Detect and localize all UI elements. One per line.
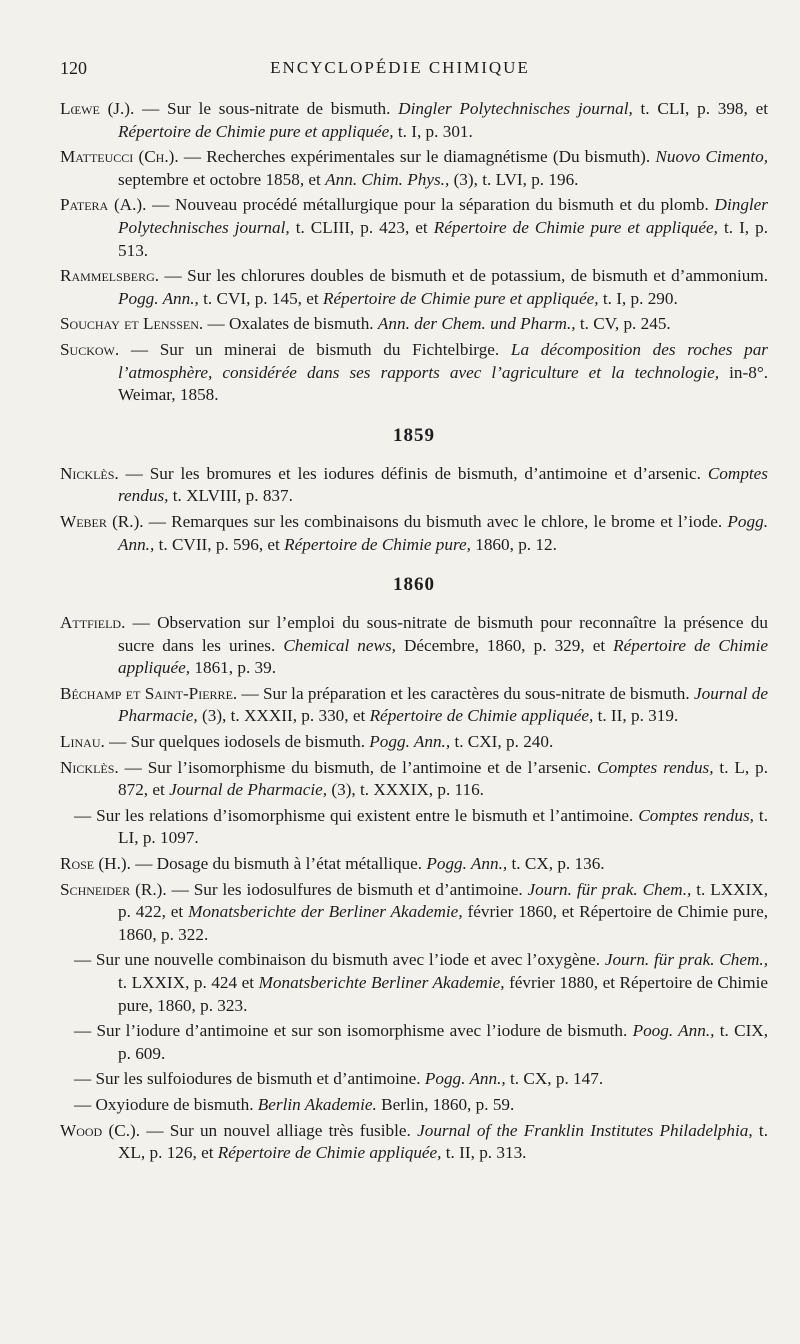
entry-text: — Sur les bromures et les iodures définis de bismuth, d’antimoine et d’arsenic. [118, 463, 708, 483]
entry-text: Décembre, 1860, p. 329, et [395, 635, 614, 655]
source-title: Dingler Polytechnisches journal, [398, 99, 633, 118]
entry-text: 1860, p. 12. [470, 534, 557, 554]
entry-text: — Sur les sulfoiodures de bismuth et d’antimoine. [74, 1069, 425, 1089]
entry-author: Weber (R.). [60, 511, 144, 531]
entry-text: — Sur l’isomorphisme du bismuth, de l’antimoine et de l’arsenic. [118, 757, 598, 777]
entry-text: — Sur un nouvel alliage très fusible. [140, 1120, 418, 1140]
entry-text: — Sur le sous-nitrate de bismuth. [134, 99, 399, 118]
entry-author: Matteucci (Ch.). [60, 147, 179, 167]
entry-author: Rose (H.). [60, 854, 131, 874]
entry-text: — Sur les relations d’isomorphisme qui existent entre le bismuth et l’antimoine. [74, 805, 639, 825]
entry-text: — Nouveau procédé métallurgique pour la séparation du bismuth et du plomb. [146, 195, 715, 215]
entry-text: — Sur la préparation et les caractères du sous-nitrate de bismuth. [237, 683, 694, 703]
year-heading-1859: 1859 [393, 424, 435, 446]
entry-text: t. CX, p. 136. [507, 854, 605, 874]
entry-text: t. CX, p. 147. [505, 1069, 604, 1089]
source-title: Journal de Pharmacie, [118, 683, 768, 726]
source-title: Dingler Polytechnisches journal, [118, 195, 768, 237]
entry-text: — Observation sur l’emploi du sous-nitrate de bismuth pour reconnaître la présence du sucre dans les urines. [118, 613, 768, 655]
bibliography-entry [60, 339, 768, 407]
bibliography-entry [60, 98, 768, 143]
entry-text: t. CVII, p. 596, et [154, 534, 285, 554]
entry-text: t. LXXIX, p. 424 et [118, 973, 259, 992]
entry-text: — Dosage du bismuth à l’état métallique. [130, 854, 427, 874]
source-title: Répertoire de Chimie appliquée, [118, 635, 768, 678]
bibliography-entry [60, 511, 768, 556]
entry-text: — Remarques sur les combinaisons du bismuth avec le chlore, le brome et l’iode. [143, 511, 728, 531]
entry-text: t. CVI, p. 145, et [198, 288, 323, 308]
entry-text: — Sur un minerai de bismuth du Fichtelbirge. [119, 339, 511, 359]
bibliography [60, 98, 768, 1168]
entry-text: t. I, p. 290. [598, 288, 678, 308]
entry-text: t. XLVIII, p. 837. [168, 486, 293, 506]
bibliography-entry [60, 1020, 768, 1065]
entry-text: t. CLI, p. 398, et [632, 99, 768, 118]
entry-text: (3), t. XXXIX, p. 116. [327, 780, 484, 800]
entry-author: Lœwe (J.). [60, 99, 135, 118]
source-title: Journal of the Franklin Institutes Philadelphia, [417, 1120, 753, 1140]
entry-author: Nicklès. [60, 757, 119, 777]
bibliography-entry [60, 757, 768, 802]
entry-text: — Oxalates de bismuth. [203, 314, 378, 334]
entry-text: t. I, p. 513. [118, 217, 769, 260]
source-title: Journ. für prak. Chem., [527, 879, 692, 899]
source-title: Ann. der Chem. und Pharm., [377, 314, 576, 334]
source-title: Répertoire de Chimie pure et appliquée, [118, 121, 394, 141]
source-title: Chemical news, [283, 635, 396, 655]
entry-author: Suckow. [60, 339, 120, 359]
source-title: Journ. für prak. Chem., [604, 950, 768, 970]
page-header [0, 58, 800, 86]
bibliography-entry [60, 683, 768, 728]
entry-text: Berlin, 1860, p. 59. [376, 1094, 515, 1114]
bibliography-entry [60, 1120, 768, 1165]
bibliography-entry [60, 265, 768, 310]
bibliography-entry [60, 612, 768, 680]
entry-text: (3), t. LVI, p. 196. [449, 169, 579, 189]
entry-text: t. L, p. 872, et [118, 757, 768, 800]
entry-text: t. XL, p. 126, et [118, 1120, 769, 1163]
source-title: Monatsberichte der Berliner Akademie, [188, 902, 463, 922]
source-title: Poog. Ann., [632, 1021, 715, 1041]
entry-author: Schneider (R.). [60, 879, 167, 899]
bibliography-entry [60, 463, 768, 508]
entry-text: — Sur une nouvelle combinaison du bismuth avec l’iode et avec l’oxygène. [74, 950, 605, 970]
entries-1858 [60, 98, 768, 407]
entry-text: t. LXXIX, p. 422, et [118, 879, 768, 922]
entry-text: t. I, p. 301. [393, 121, 473, 141]
source-title: Répertoire de Chimie appliquée, [369, 706, 594, 726]
source-title: Pogg. Ann., [426, 854, 508, 874]
entry-author: Wood (C.). [60, 1120, 141, 1140]
bibliography-entry [60, 1068, 768, 1091]
entry-text: février 1880, et Répertoire de Chimie pure, 1860, p. 323. [118, 973, 768, 1015]
entry-author: Béchamp et Saint-Pierre. [60, 683, 238, 703]
source-title: Monatsberichte Berliner Akademie, [258, 973, 505, 992]
source-title: Journal de Pharmacie, [169, 780, 328, 800]
entry-text: 1861, p. 39. [190, 658, 277, 678]
source-title: Répertoire de Chimie pure et appliquée, [322, 288, 599, 308]
entry-author: Linau. [60, 732, 105, 752]
source-title: Répertoire de Chimie pure, [284, 534, 471, 554]
bibliography-entry [60, 879, 768, 947]
source-title: Pogg. Ann., [369, 732, 451, 752]
source-title: Nuovo Cimento, [655, 147, 768, 167]
source-title: Comptes rendus, [597, 757, 714, 777]
bibliography-entry [60, 194, 768, 262]
source-title: La décomposition des roches par l’atmosphère, considérée dans ses rapports avec l’agriculture et la technologie, [118, 339, 768, 382]
bibliography-entry [60, 1094, 768, 1117]
entry-author: Nicklès. [60, 463, 119, 483]
bibliography-entry [60, 853, 768, 876]
entry-text: — Recherches expérimentales sur le diamagnétisme (Du bismuth). [178, 147, 656, 167]
source-title: Pogg. Ann., [118, 511, 768, 554]
entry-text: — Oxyiodure de bismuth. [74, 1094, 258, 1114]
page-number: 120 [60, 58, 87, 78]
entry-text: t. CV, p. 245. [575, 314, 671, 334]
entries-1860 [60, 612, 768, 1165]
entry-text: t. CLIII, p. 423, et [289, 217, 434, 237]
year-heading-1860: 1860 [393, 574, 435, 596]
source-title: Répertoire de Chimie appliquée, [217, 1143, 442, 1163]
entry-text: t. CIX, p. 609. [118, 1021, 769, 1063]
entry-text: — Sur les chlorures doubles de bismuth et de potassium, de bismuth et d’ammonium. [159, 266, 768, 286]
entry-text: t. LI, p. 1097. [118, 805, 768, 848]
source-title: Comptes rendus, [638, 805, 754, 825]
entry-author: Patera (A.). [60, 195, 147, 215]
entry-text: — Sur les iodosulfures de bismuth et d’antimoine. [166, 879, 528, 899]
bibliography-entry [60, 805, 768, 850]
bibliography-entry [60, 313, 768, 336]
source-title: Répertoire de Chimie pure et appliquée, [433, 217, 718, 237]
entry-text: t. CXI, p. 240. [450, 732, 554, 752]
bibliography-entry [60, 146, 768, 191]
source-title: Ann. Chim. Phys., [325, 169, 450, 189]
entry-author: Rammelsberg. [60, 266, 160, 286]
entry-text: septembre et octobre 1858, et [118, 169, 326, 189]
source-title: Berlin Akademie. [257, 1094, 377, 1114]
running-title: ENCYCLOPÉDIE CHIMIQUE [270, 58, 530, 77]
entry-text: février 1860, et Répertoire de Chimie pure, 1860, p. 322. [118, 902, 769, 944]
source-title: Comptes rendus, [118, 463, 768, 506]
entry-text: t. II, p. 313. [441, 1143, 527, 1163]
entry-author: Attfield. [60, 613, 126, 633]
entry-text: in-8°. Weimar, 1858. [118, 362, 769, 405]
entries-1859 [60, 463, 768, 556]
source-title: Pogg. Ann., [424, 1069, 506, 1089]
entry-text: — Sur l’iodure d’antimoine et sur son isomorphisme avec l’iodure de bismuth. [74, 1021, 633, 1041]
bibliography-entry [60, 949, 768, 1017]
entry-author: Souchay et Lenssen. [60, 314, 204, 334]
bibliography-entry [60, 731, 768, 754]
entry-text: (3), t. XXXII, p. 330, et [197, 706, 370, 726]
entry-text: — Sur quelques iodosels de bismuth. [104, 732, 370, 752]
source-title: Pogg. Ann., [118, 288, 199, 308]
entry-text: t. II, p. 319. [593, 706, 679, 726]
